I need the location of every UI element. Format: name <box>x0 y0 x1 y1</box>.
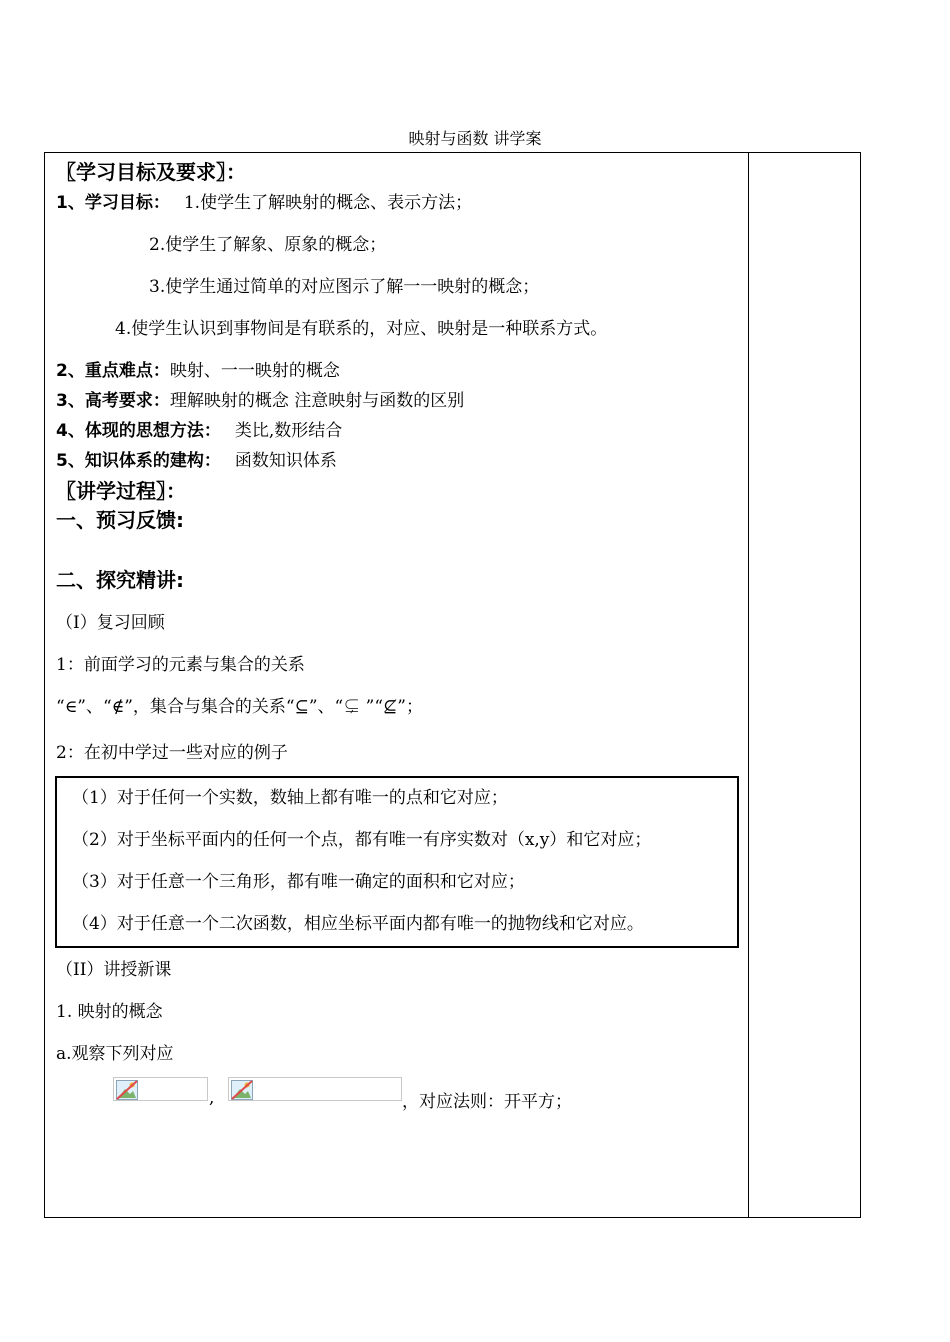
section-preview-feedback: 一、预习反馈: <box>56 508 184 532</box>
goal-item-1 <box>56 188 472 213</box>
broken-image-icon <box>116 1080 138 1100</box>
goal-sub-2: 2.使学生了解象、原象的概念； <box>149 235 387 255</box>
mapping-rule: ，对应法则：开平方； <box>402 1092 572 1112</box>
notes-column-divider <box>748 152 749 1218</box>
observe-label: a.观察下列对应 <box>56 1044 174 1064</box>
goal-item-5 <box>56 446 337 471</box>
goal-item-2 <box>56 356 340 381</box>
goals-heading: 〖学习目标及要求〗： <box>56 160 246 184</box>
goal-item-4-text: 类比,数形结合 <box>234 421 343 441</box>
new-lesson-heading: （II）讲授新课 <box>56 960 172 980</box>
review-line-3: 2：在初中学过一些对应的例子 <box>56 743 288 763</box>
process-heading: 〖讲学过程〗： <box>56 479 186 503</box>
goal-item-5-text: 函数知识体系 <box>234 451 337 471</box>
goal-item-1-label: 1、学习目标： <box>56 193 170 213</box>
goal-sub-3: 3.使学生通过简单的对应图示了解一一映射的概念； <box>149 277 540 297</box>
mapping-concept-heading: 1. 映射的概念 <box>56 1002 163 1022</box>
section-explore: 二、探究精讲: <box>56 568 184 592</box>
example-3: （3）对于任意一个三角形，都有唯一确定的面积和它对应； <box>72 872 525 892</box>
review-line-1: 1：前面学习的元素与集合的关系 <box>56 655 305 675</box>
goal-item-1-text: 1.使学生了解映射的概念、表示方法； <box>183 193 473 213</box>
image-separator: , <box>209 1088 215 1108</box>
broken-image-icon <box>231 1080 253 1100</box>
review-heading: （I）复习回顾 <box>56 613 165 633</box>
goal-item-3-text: 理解映射的概念 注意映射与函数的区别 <box>169 391 465 411</box>
goal-item-4-label: 4、体现的思想方法： <box>56 421 221 441</box>
document-title: 映射与函数 讲学案 <box>408 129 542 148</box>
example-1: （1）对于任何一个实数，数轴上都有唯一的点和它对应； <box>72 788 508 808</box>
goal-item-5-label: 5、知识体系的建构： <box>56 451 221 471</box>
example-4: （4）对于任意一个二次函数，相应坐标平面内都有唯一的抛物线和它对应。 <box>72 914 644 934</box>
goal-item-3-label: 3、高考要求： <box>56 391 170 411</box>
goal-item-2-label: 2、重点难点： <box>56 361 170 381</box>
example-2: （2）对于坐标平面内的任何一个点，都有唯一有序实数对（x,y）和它对应； <box>72 830 652 850</box>
goal-sub-4: 4.使学生认识到事物间是有联系的，对应、映射是一种联系方式。 <box>115 319 608 339</box>
review-line-2: “∈”、“∉”，集合与集合的关系“⊆”、“⊊ ”“⊈”； <box>56 697 423 717</box>
mapping-diagram-image-1 <box>113 1077 208 1101</box>
goal-item-3 <box>56 386 464 411</box>
goal-item-2-text: 映射、一一映射的概念 <box>169 361 340 381</box>
goal-item-4 <box>56 416 342 441</box>
mapping-diagram-image-2 <box>228 1077 402 1101</box>
